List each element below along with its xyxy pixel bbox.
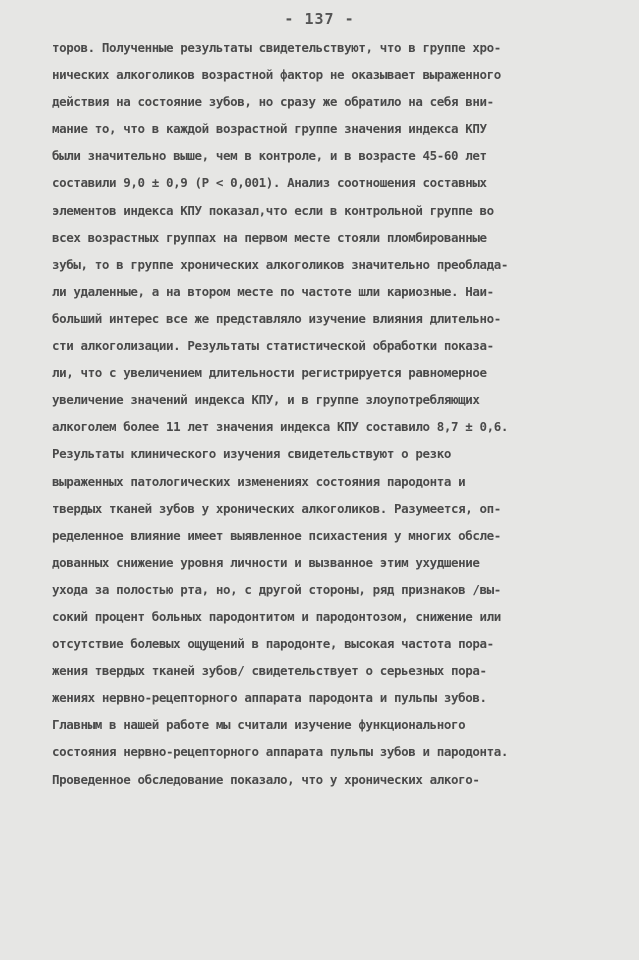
text-line: увеличение значений индекса КПУ, и в группе злоупотребляющих [52, 392, 480, 408]
body-text [52, 34, 600, 793]
text-line: ухода за полостью рта, но, с другой стороны, ряд признаков /вы- [52, 581, 501, 597]
text-line: жения твердых тканей зубов/ свидетельствует о серьезных пора- [52, 663, 487, 679]
text-line: составили 9,0 ± 0,9 (Р < 0,001). Анализ соотношения составных [52, 175, 487, 191]
text-line: состояния нервно-рецепторного аппарата пульпы зубов и пародонта. [52, 744, 509, 760]
text-line: Проведенное обследование показало, что у хронических алкого- [52, 771, 480, 787]
text-line: дованных снижение уровня личности и вызванное этим ухудшение [52, 554, 480, 570]
text-line: ли удаленные, а на втором месте по частоте шли кариозные. Наи- [52, 283, 494, 299]
text-line: всех возрастных группах на первом месте стояли пломбированные [52, 229, 487, 245]
text-line: элементов индекса КПУ показал,что если в контрольной группе во [52, 202, 494, 218]
text-line: были значительно выше, чем в контроле, и в возрасте 45-60 лет [52, 148, 487, 164]
text-line: сокий процент больных пародонтитом и пародонтозом, снижение или [52, 608, 501, 624]
text-line: ределенное влияние имеет выявленное психастения у многих обсле- [52, 527, 501, 543]
text-line: торов. Полученные результаты свидетельствуют, что в группе хро- [52, 40, 501, 55]
text-line: зубы, то в группе хронических алкоголиков значительно преоблада- [52, 256, 509, 272]
text-line: больший интерес все же представляло изучение влияния длительно- [52, 310, 501, 326]
text-line: выраженных патологических изменениях состояния пародонта и [52, 473, 466, 489]
text-line: Результаты клинического изучения свидетельствуют о резко [52, 446, 452, 462]
text-line: ли, что с увеличением длительности регистрируется равномерное [52, 365, 487, 381]
text-line: отсутствие болевых ощущений в пародонте, высокая частота пора- [52, 636, 494, 652]
text-line: твердых тканей зубов у хронических алкоголиков. Разумеется, оп- [52, 500, 501, 516]
text-line: действия на состояние зубов, но сразу же обратило на себя вни- [52, 94, 494, 110]
text-line: сти алкоголизации. Результаты статистической обработки показа- [52, 338, 494, 354]
text-line: жениях нервно-рецепторного аппарата пародонта и пульпы зубов. [52, 690, 487, 706]
text-line: Главным в нашей работе мы считали изучение функционального [52, 717, 466, 733]
text-line: мание то, что в каждой возрастной группе значения индекса КПУ [52, 121, 487, 137]
text-line: нических алкоголиков возрастной фактор не оказывает выраженного [52, 67, 501, 83]
text-line: алкоголем более 11 лет значения индекса КПУ составило 8,7 ± 0,6. [52, 419, 509, 435]
page-number: - 137 - [284, 10, 355, 28]
